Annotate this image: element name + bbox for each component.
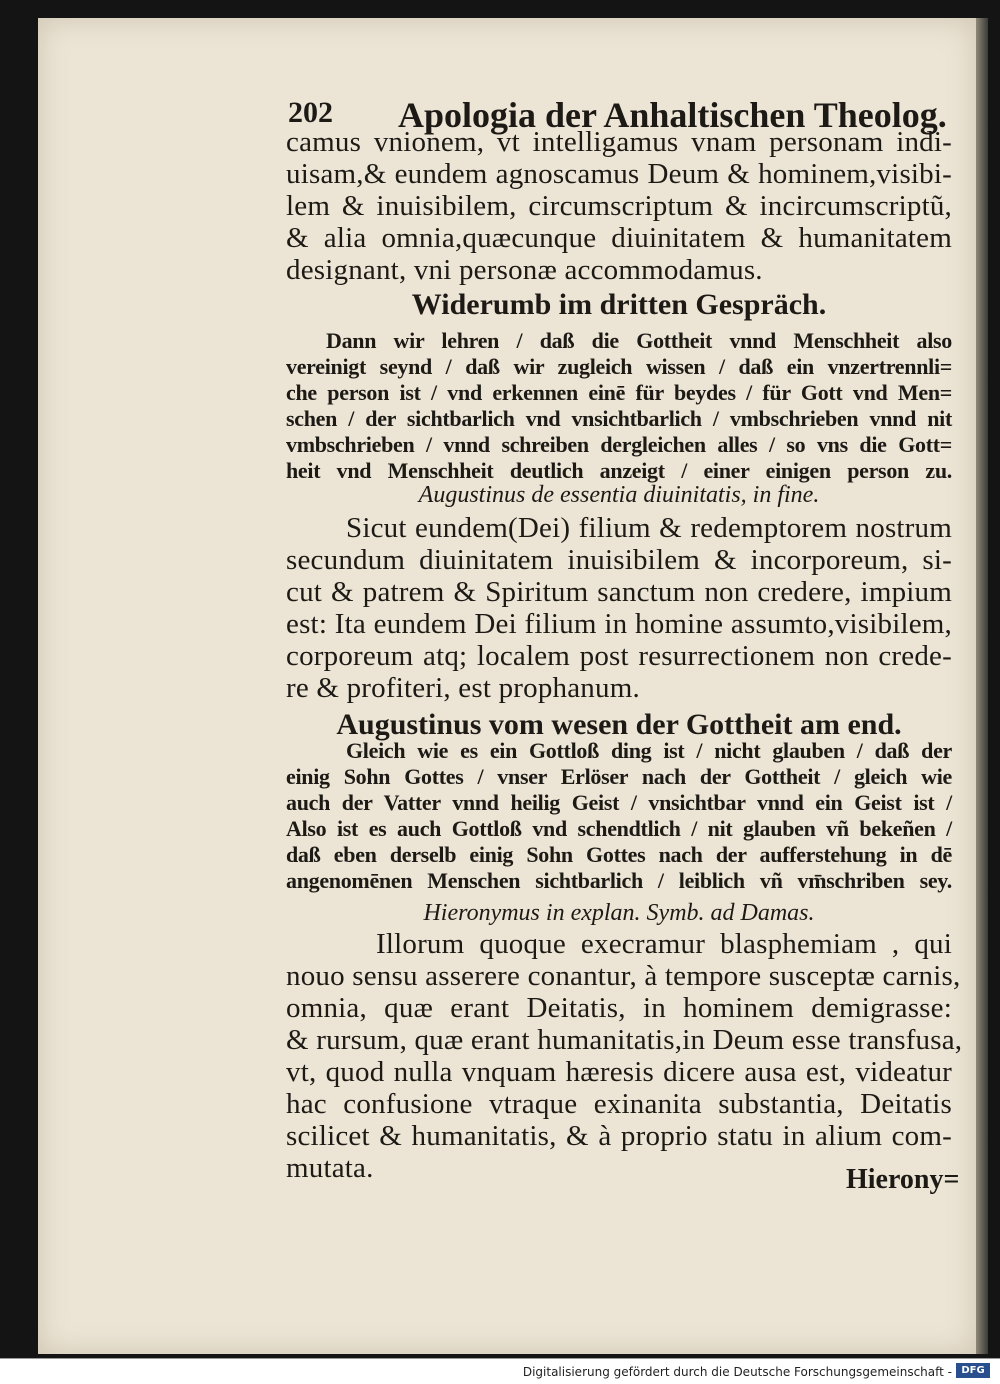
text-line: secundum diuinitatem inuisibilem & incorporeum, si- [286, 544, 952, 576]
text-line: vt, quod nulla vnquam hæresis dicere ausa est, videatur [286, 1056, 952, 1088]
text-line: Sicut eundem(Dei) filium & redemptorem nostrum [346, 512, 952, 544]
text-line: vmbschrieben / vnnd schreiben dergleichen alles / so vns die Gott= [286, 432, 952, 457]
text-line: camus vnionem, vt intelligamus vnam personam indi- [286, 126, 952, 158]
text-line: vereinigt seynd / daß wir zugleich wissen / daß ein vnzertrennli= [286, 354, 952, 379]
section-heading-2: Augustinus vom wesen der Gottheit am end. [336, 708, 902, 741]
text-line: est: Ita eundem Dei filium in homine assumto,visibilem, [286, 608, 952, 640]
text-line: re & profiteri, est prophanum. [286, 672, 640, 704]
text-line: schen / der sichtbarlich vnd vnsichtbarlich / vmbschrieben vnnd nit [286, 406, 952, 431]
text-line: Dann wir lehren / daß die Gottheit vnnd Menschheit also [326, 328, 952, 353]
text-line: & alia omnia,quæcunque diuinitatem & humanitatem [286, 222, 952, 254]
citation-1: Augustinus de essentia diuinitatis, in fine. [418, 482, 820, 508]
text-line: heit vnd Menschheit deutlich anzeigt / einer einigen person zu. [286, 458, 952, 483]
text-line: designant, vni personæ accommodamus. [286, 254, 763, 286]
text-line: Also ist es auch Gottloß vnd schendtlich / nit glauben vñ bekeñen / [286, 816, 952, 841]
page-number: 202 [288, 96, 333, 129]
text-line: hac confusione vtraque exinanita substantia, Deitatis [286, 1088, 952, 1120]
text-line: auch der Vatter vnnd heilig Geist / vnsichtbar vnnd ein Geist ist / [286, 790, 952, 815]
text-line: che person ist / vnd erkennen einē für beydes / für Gott vnd Men= [286, 380, 952, 405]
text-line: corporeum atq; localem post resurrectionem non crede- [286, 640, 952, 672]
text-line: scilicet & humanitatis, & à proprio statu in alium com- [286, 1120, 952, 1152]
running-title: Apologia der Anhaltischen Theolog. [398, 95, 947, 135]
funding-credit: Digitalisierung gefördert durch die Deutsche Forschungsgemeinschaft - [522, 1365, 952, 1379]
text-line: Illorum quoque execramur blasphemiam , qui [376, 928, 952, 960]
text-line: mutata. [286, 1152, 374, 1184]
text-line: Gleich wie es ein Gottloß ding ist / nicht glauben / daß der [346, 738, 952, 763]
text-line: cut & patrem & Spiritum sanctum non credere, impium [286, 576, 952, 608]
catchword: Hierony= [846, 1164, 960, 1195]
text-line: daß eben derselb einig Sohn Gottes nach der aufferstehung in dē [286, 842, 952, 867]
text-line: einig Sohn Gottes / vnser Erlöser nach der Gottheit / gleich wie [286, 764, 952, 789]
book-page [38, 18, 976, 1354]
footer-bar [0, 1358, 1000, 1384]
text-line: angenomēnen Menschen sichtbarlich / leiblich vñ vm̄schriben sey. [286, 868, 952, 893]
dfg-logo-icon: DFG [956, 1363, 990, 1378]
section-heading-1: Widerumb im dritten Gespräch. [411, 288, 827, 321]
text-line: uisam,& eundem agnoscamus Deum & hominem,visibi- [286, 158, 952, 190]
citation-2: Hieronymus in explan. Symb. ad Damas. [423, 900, 815, 926]
text-line: lem & inuisibilem, circumscriptum & incircumscriptũ, [286, 190, 952, 222]
text-line: & rursum, quæ erant humanitatis,in Deum esse transfusa, [286, 1024, 963, 1056]
page-edge-shadow [976, 18, 988, 1354]
text-line: omnia, quæ erant Deitatis, in hominem demigrasse: [286, 992, 952, 1024]
text-line: nouo sensu asserere conantur, à tempore susceptæ carnis, [286, 960, 961, 992]
